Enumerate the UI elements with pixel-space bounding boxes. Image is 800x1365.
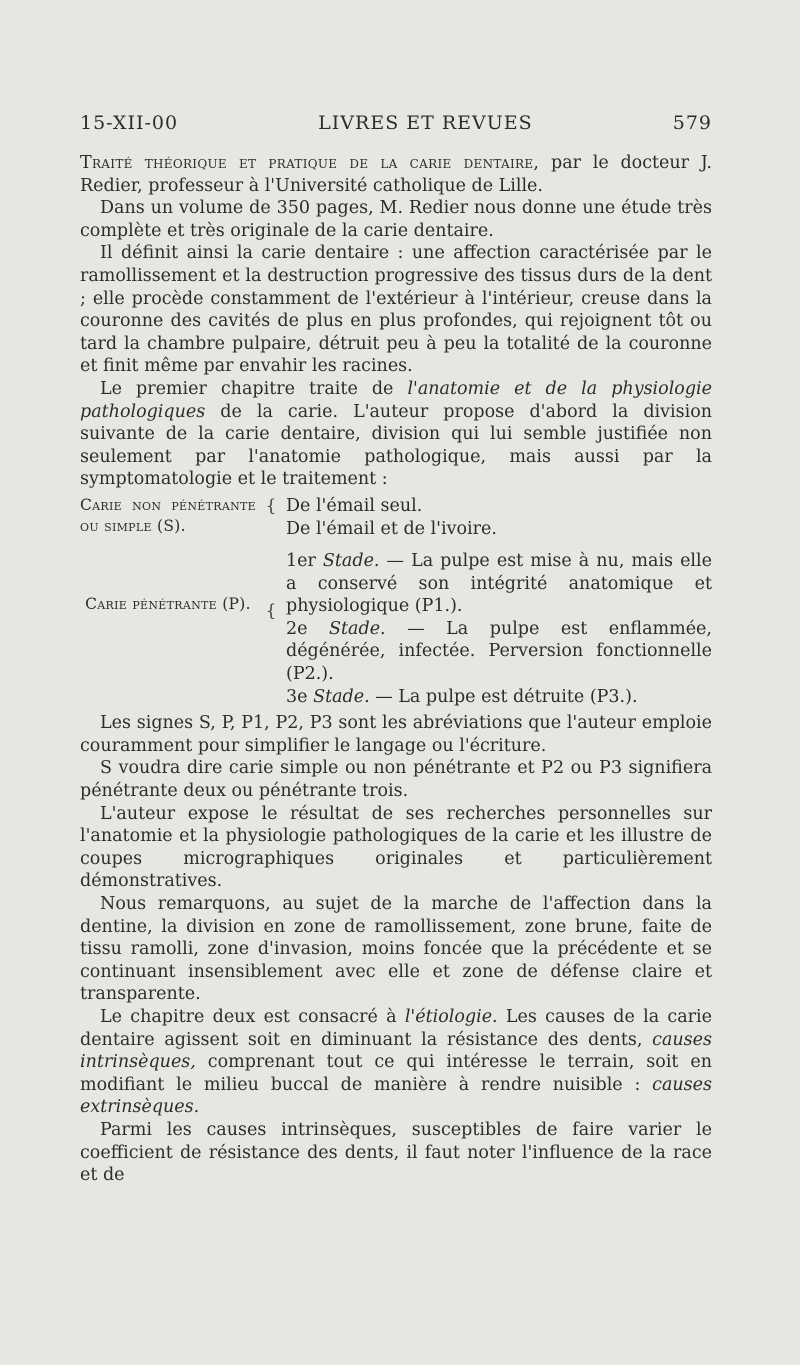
header-title: LIVRES ET REVUES	[318, 112, 533, 134]
paragraph-8-middle: Les causes de la carie dentaire agissent soit en diminuant la résistance des dents,	[80, 1006, 712, 1050]
paragraph-5: S voudra dire carie simple ou non pénétrante et P2 ou P3 signifiera pénétrante deux ou pénétrante trois.	[80, 758, 712, 802]
stage-2-label: Stade.	[329, 618, 386, 639]
paragraph-7: Nous remarquons, au sujet de la marche de l'affection dans la dentine, la division en zone de ramollissement, zone brune, faite de tissu ramolli, zone d'invasion, moins foncée que la précédente et se continuant insensiblement avec elle et zone de défense claire et transparente.	[80, 894, 712, 1005]
stage-3-number: 3e	[286, 686, 308, 707]
stage-2-text: — La pulpe est enflammée, dégénérée, infectée. Perversion fonctionnelle (P2.).	[286, 618, 712, 685]
paragraph-3-start: Le premier chapitre traite de	[100, 378, 394, 399]
paragraph-2: Il définit ainsi la carie dentaire : une affection caractérisée par le ramollissement et la destruction progressive des tissus durs de la dent ; elle procède constamment de l'extérieur à l'intérieur, creuse dans la couronne des cavités de plus en plus profondes, qui rejoignent tôt ou tard la chambre pulpaire, détruit peu à peu la totalité de la couronne et finit même par envahir les racines.	[80, 243, 712, 377]
paragraph-8-italic-1: l'étiologie.	[404, 1006, 498, 1027]
stage-1-text: — La pulpe est mise à nu, mais elle a conservé son intégrité anatomique et physiologique (P1.).	[286, 551, 712, 617]
stage-2-number: 2e	[286, 618, 308, 639]
classification-group-penetrating	[80, 550, 712, 708]
group-penetrating-stages	[286, 550, 712, 708]
stage-1	[286, 550, 712, 618]
book-title: Traité théorique et pratique de la carie dentaire,	[80, 153, 540, 173]
group-simple-items	[286, 495, 712, 540]
paragraph-4: Les signes S, P, P1, P2, P3 sont les abréviations que l'auteur emploie couramment pour simplifier le langage ou l'écriture.	[80, 713, 712, 756]
paragraph-8-italic-2: causes intrinsèques,	[80, 1029, 712, 1073]
paragraph-3-end: de la carie. L'auteur propose d'abord la division suivante de la carie dentaire, division qui lui semble justifiée non seulement par l'anatomie pathologique, mais aussi par la symptomatologie et le traitement :	[80, 401, 712, 490]
paragraph-8-start: Le chapitre deux est consacré à	[100, 1006, 397, 1027]
classification-group-simple	[80, 495, 712, 540]
entry-heading	[80, 152, 712, 197]
stage-3-text: — La pulpe est détruite (P3.).	[375, 686, 638, 707]
group-simple-label: Carie non pénétrante ou simple (S).	[80, 495, 256, 535]
paragraph-1: Dans un volume de 350 pages, M. Redier nous donne une étude très complète et très originale de la carie dentaire.	[80, 198, 712, 241]
running-header	[80, 112, 712, 134]
paragraph-3-italic: l'anatomie et de la physiologie pathologiques	[80, 378, 712, 422]
group-penetrating-label: Carie pénétrante (P).	[85, 595, 251, 614]
paragraph-8-italic-3: causes extrinsèques.	[80, 1074, 712, 1118]
stage-1-label: Stade.	[322, 551, 380, 572]
brace-icon: {	[265, 495, 277, 516]
stage-3	[286, 686, 712, 709]
brace-icon: {	[265, 601, 277, 622]
page-number: 579	[672, 112, 712, 134]
paragraph-8-cont: comprenant tout ce qui intéresse le terrain, soit en modifiant le milieu buccal de manière à rendre nuisible :	[80, 1052, 712, 1095]
header-date: 15-XII-00	[80, 112, 179, 134]
stage-2	[286, 618, 712, 686]
page-body	[80, 152, 712, 1187]
paragraph-6: L'auteur expose le résultat de ses recherches personnelles sur l'anatomie et la physiologie pathologiques de la carie et les illustre de coupes micrographiques originales et particulièrement démonstratives.	[80, 803, 712, 892]
stage-3-label: Stade.	[313, 686, 370, 707]
simple-item-2: De l'émail et de l'ivoire.	[286, 518, 497, 539]
paragraph-3	[80, 378, 712, 491]
paragraph-9: Parmi les causes intrinsèques, susceptibles de faire varier le coefficient de résistance des dents, il faut noter l'influence de la race et de	[80, 1119, 712, 1186]
simple-item-1: De l'émail seul.	[286, 495, 423, 516]
stage-1-number: 1er	[286, 551, 316, 572]
caries-classification	[80, 495, 712, 708]
book-author: par le docteur J. Redier, professeur à l'Université catholique de Lille.	[80, 153, 712, 196]
paragraph-8	[80, 1006, 712, 1119]
